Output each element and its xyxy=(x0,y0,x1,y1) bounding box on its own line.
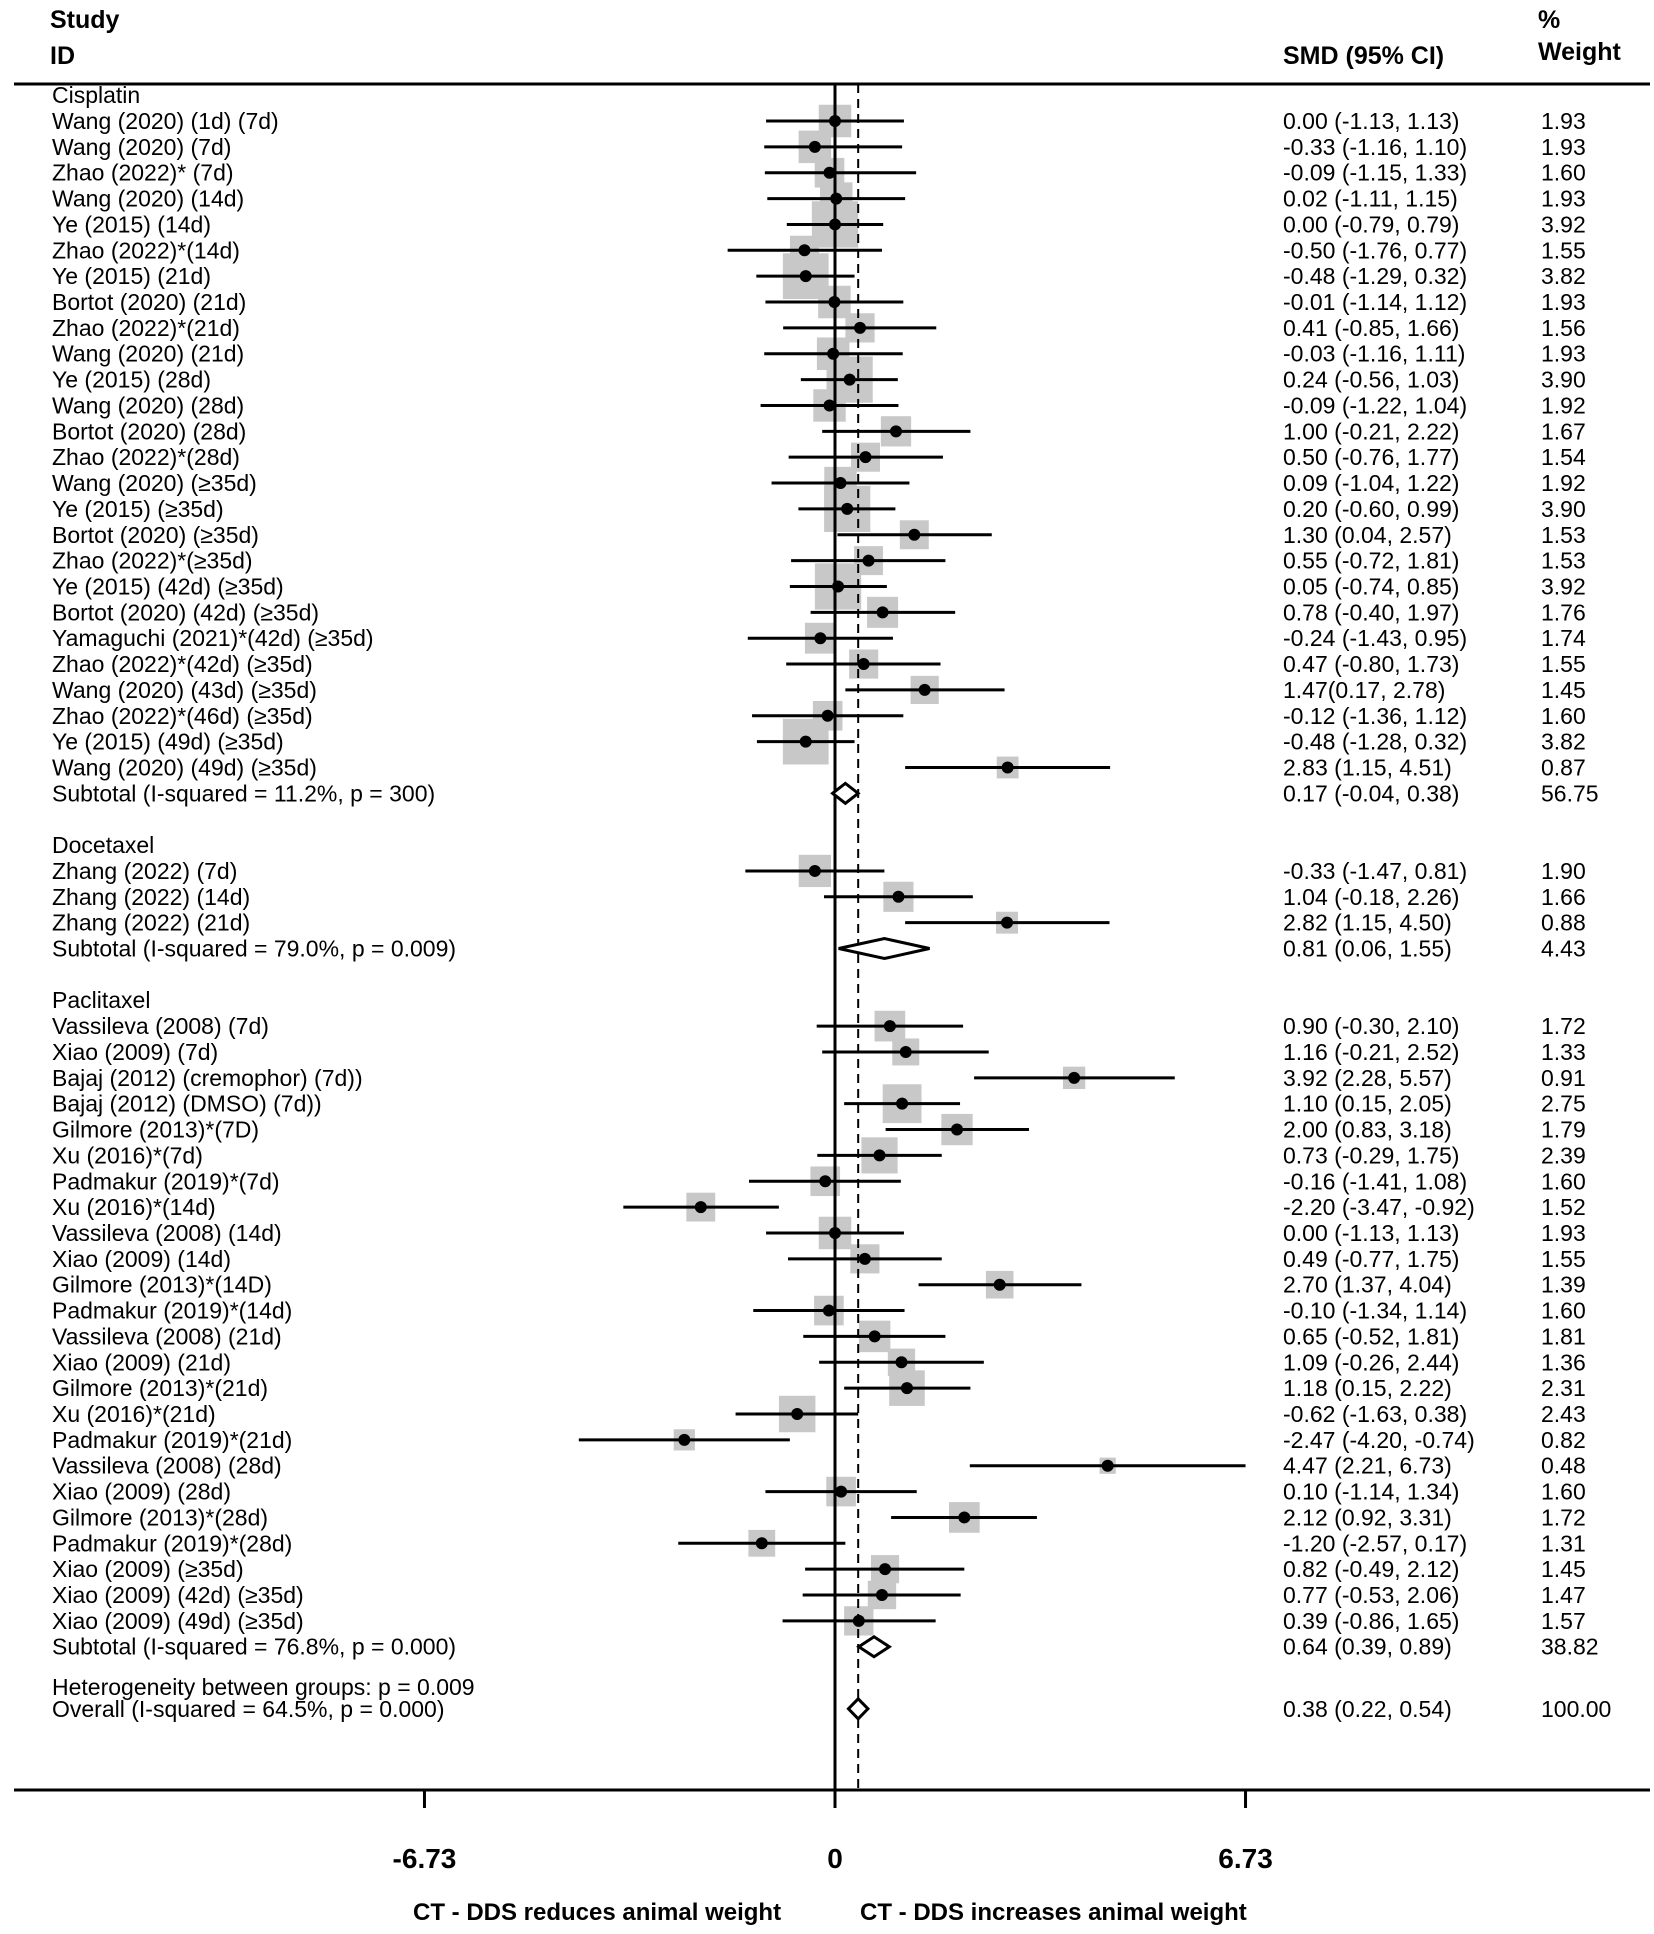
study-label: Wang (2020) (21d) xyxy=(52,340,245,367)
weight-value: 0.82 xyxy=(1541,1426,1586,1453)
study-label: Zhang (2022) (21d) xyxy=(52,909,251,936)
weight-value: 3.82 xyxy=(1541,728,1586,755)
point-estimate xyxy=(832,580,844,592)
smd-ci-value: -0.24 (-1.43, 0.95) xyxy=(1283,625,1468,652)
point-estimate xyxy=(800,270,812,282)
smd-ci-value: 0.49 (-0.77, 1.75) xyxy=(1283,1245,1460,1272)
subtotal-weight: 38.82 xyxy=(1541,1633,1599,1660)
point-estimate xyxy=(901,1382,913,1394)
smd-ci-value: -0.48 (-1.28, 0.32) xyxy=(1283,728,1468,755)
study-label: Zhao (2022)*(46d) (≥35d) xyxy=(52,702,313,729)
smd-ci-value: 0.73 (-0.29, 1.75) xyxy=(1283,1142,1460,1169)
point-estimate xyxy=(854,322,866,334)
point-estimate xyxy=(892,891,904,903)
point-estimate xyxy=(876,1589,888,1601)
study-label: Xu (2016)*(21d) xyxy=(52,1401,216,1427)
study-label: Wang (2020) (28d) xyxy=(52,392,245,419)
weight-value: 1.67 xyxy=(1541,418,1586,445)
smd-ci-value: 0.39 (-0.86, 1.65) xyxy=(1283,1607,1460,1634)
smd-ci-value: 0.00 (-1.13, 1.13) xyxy=(1283,108,1460,134)
header-smd: SMD (95% CI) xyxy=(1283,42,1445,70)
weight-value: 1.72 xyxy=(1541,1504,1586,1531)
study-label: Gilmore (2013)*(28d) xyxy=(52,1504,269,1531)
smd-ci-value: -0.09 (-1.22, 1.04) xyxy=(1283,392,1468,419)
smd-ci-value: 4.47 (2.21, 6.73) xyxy=(1283,1452,1452,1479)
overall-smd-ci: 0.38 (0.22, 0.54) xyxy=(1283,1695,1452,1722)
study-label: Ye (2015) (≥35d) xyxy=(52,495,224,522)
x-tick-label: -6.73 xyxy=(392,1843,457,1874)
point-estimate xyxy=(1102,1460,1114,1472)
weight-value: 0.88 xyxy=(1541,909,1586,936)
study-label: Padmakur (2019)*(28d) xyxy=(52,1530,293,1557)
study-label: Zhao (2022)*(42d) (≥35d) xyxy=(52,651,313,678)
smd-ci-value: 3.92 (2.28, 5.57) xyxy=(1283,1064,1452,1091)
study-label: Wang (2020) (14d) xyxy=(52,185,245,212)
weight-value: 1.55 xyxy=(1541,651,1586,678)
weight-value: 1.60 xyxy=(1541,702,1586,729)
study-label: Ye (2015) (28d) xyxy=(52,366,211,393)
study-label: Vassileva (2008) (28d) xyxy=(52,1452,282,1479)
point-estimate xyxy=(890,425,902,437)
smd-ci-value: 1.10 (0.15, 2.05) xyxy=(1283,1090,1452,1117)
smd-ci-value: -2.20 (-3.47, -0.92) xyxy=(1283,1194,1475,1221)
study-label: Bajaj (2012) (cremophor) (7d)) xyxy=(52,1064,363,1091)
weight-value: 1.45 xyxy=(1541,676,1586,703)
point-estimate xyxy=(895,1356,907,1368)
weight-value: 1.72 xyxy=(1541,1013,1586,1040)
heterogeneity-between-groups: Heterogeneity between groups: p = 0.009 xyxy=(52,1673,475,1700)
weight-value: 1.93 xyxy=(1541,133,1586,160)
point-estimate xyxy=(824,399,836,411)
smd-ci-value: 0.02 (-1.11, 1.15) xyxy=(1283,185,1458,212)
smd-ci-value: -0.03 (-1.16, 1.11) xyxy=(1283,340,1466,367)
weight-value: 3.82 xyxy=(1541,263,1586,290)
study-label: Zhang (2022) (7d) xyxy=(52,857,238,884)
study-label: Xiao (2009) (14d) xyxy=(52,1245,231,1272)
smd-ci-value: -2.47 (-4.20, -0.74) xyxy=(1283,1426,1475,1453)
forest-rows xyxy=(52,82,1611,1790)
point-estimate xyxy=(828,296,840,308)
weight-value: 2.43 xyxy=(1541,1401,1586,1427)
smd-ci-value: 0.41 (-0.85, 1.66) xyxy=(1283,314,1460,341)
study-label: Xiao (2009) (21d) xyxy=(52,1349,231,1376)
point-estimate xyxy=(800,736,812,748)
smd-ci-value: 0.05 (-0.74, 0.85) xyxy=(1283,573,1460,600)
study-label: Padmakur (2019)*(14d) xyxy=(52,1297,293,1324)
smd-ci-value: 0.10 (-1.14, 1.34) xyxy=(1283,1478,1460,1505)
smd-ci-value: -1.20 (-2.57, 0.17) xyxy=(1283,1530,1468,1557)
point-estimate xyxy=(994,1279,1006,1291)
weight-value: 2.39 xyxy=(1541,1142,1586,1169)
study-label: Xiao (2009) (28d) xyxy=(52,1478,231,1505)
smd-ci-value: -0.10 (-1.34, 1.14) xyxy=(1283,1297,1468,1324)
weight-value: 1.57 xyxy=(1541,1607,1586,1634)
point-estimate xyxy=(853,1615,865,1627)
study-label: Zhao (2022)*(28d) xyxy=(52,444,240,471)
point-estimate xyxy=(791,1408,803,1420)
smd-ci-value: 1.47(0.17, 2.78) xyxy=(1283,676,1446,703)
weight-value: 2.75 xyxy=(1541,1090,1586,1117)
study-label: Xiao (2009) (42d) (≥35d) xyxy=(52,1582,304,1609)
weight-value: 0.87 xyxy=(1541,754,1586,781)
smd-ci-value: 0.55 (-0.72, 1.81) xyxy=(1283,547,1460,574)
subtotal-label: Subtotal (I-squared = 11.2%, p = 300) xyxy=(52,780,436,807)
point-estimate xyxy=(829,115,841,127)
smd-ci-value: 0.65 (-0.52, 1.81) xyxy=(1283,1323,1460,1350)
study-label: Yamaguchi (2021)*(42d) (≥35d) xyxy=(52,625,374,652)
weight-value: 1.92 xyxy=(1541,392,1586,419)
weight-value: 1.36 xyxy=(1541,1349,1586,1376)
study-label: Zhao (2022)* (7d) xyxy=(52,159,234,186)
weight-value: 1.93 xyxy=(1541,108,1586,134)
point-estimate xyxy=(835,1486,847,1498)
header-percent: % xyxy=(1538,6,1561,34)
study-label: Xu (2016)*(7d) xyxy=(52,1142,203,1169)
study-label: Wang (2020) (1d) (7d) xyxy=(52,108,279,134)
point-estimate xyxy=(869,1330,881,1342)
point-estimate xyxy=(799,244,811,256)
smd-ci-value: -0.16 (-1.41, 1.08) xyxy=(1283,1168,1468,1195)
point-estimate xyxy=(678,1434,690,1446)
weight-value: 1.81 xyxy=(1541,1323,1586,1350)
smd-ci-value: -0.62 (-1.63, 0.38) xyxy=(1283,1401,1468,1427)
smd-ci-value: 0.47 (-0.80, 1.73) xyxy=(1283,651,1460,678)
smd-ci-value: -0.48 (-1.29, 0.32) xyxy=(1283,263,1468,290)
weight-value: 0.91 xyxy=(1541,1064,1586,1091)
weight-value: 1.31 xyxy=(1541,1530,1586,1557)
smd-ci-value: 2.70 (1.37, 4.04) xyxy=(1283,1271,1452,1298)
weight-value: 1.47 xyxy=(1541,1582,1586,1609)
point-estimate xyxy=(1068,1072,1080,1084)
overall-label: Overall (I-squared = 64.5%, p = 0.000) xyxy=(52,1695,445,1722)
smd-ci-value: 0.09 (-1.04, 1.22) xyxy=(1283,470,1460,497)
subtotal-weight: 56.75 xyxy=(1541,780,1599,807)
study-label: Vassileva (2008) (21d) xyxy=(52,1323,282,1350)
point-estimate xyxy=(877,606,889,618)
study-label: Vassileva (2008) (14d) xyxy=(52,1219,282,1246)
point-estimate xyxy=(809,141,821,153)
smd-ci-value: 0.00 (-1.13, 1.13) xyxy=(1283,1219,1460,1246)
weight-value: 1.55 xyxy=(1541,1245,1586,1272)
point-estimate xyxy=(830,193,842,205)
overall-diamond xyxy=(848,1699,868,1719)
weight-value: 1.60 xyxy=(1541,1297,1586,1324)
smd-ci-value: -0.09 (-1.15, 1.33) xyxy=(1283,159,1468,186)
weight-value: 1.60 xyxy=(1541,1478,1586,1505)
point-estimate xyxy=(841,503,853,515)
point-estimate xyxy=(814,632,826,644)
study-label: Bajaj (2012) (DMSO) (7d)) xyxy=(52,1090,322,1117)
study-label: Wang (2020) (7d) xyxy=(52,133,232,160)
weight-value: 1.93 xyxy=(1541,340,1586,367)
point-estimate xyxy=(858,658,870,670)
weight-value: 1.66 xyxy=(1541,883,1586,910)
weight-value: 1.93 xyxy=(1541,1219,1586,1246)
point-estimate xyxy=(1001,917,1013,929)
weight-value: 1.52 xyxy=(1541,1194,1586,1221)
study-label: Gilmore (2013)*(21d) xyxy=(52,1375,269,1402)
study-label: Wang (2020) (43d) (≥35d) xyxy=(52,676,317,703)
smd-ci-value: 0.82 (-0.49, 2.12) xyxy=(1283,1556,1460,1583)
weight-value: 1.74 xyxy=(1541,625,1586,652)
point-estimate xyxy=(695,1201,707,1213)
weight-value: 3.92 xyxy=(1541,211,1586,238)
smd-ci-value: 1.00 (-0.21, 2.22) xyxy=(1283,418,1460,445)
point-estimate xyxy=(829,1227,841,1239)
point-estimate xyxy=(860,451,872,463)
study-label: Xiao (2009) (≥35d) xyxy=(52,1556,244,1583)
study-label: Zhao (2022)*(≥35d) xyxy=(52,547,253,574)
study-label: Gilmore (2013)*(7D) xyxy=(52,1116,260,1143)
study-label: Xiao (2009) (49d) (≥35d) xyxy=(52,1607,304,1634)
x-axis-ticks xyxy=(393,1790,1273,1874)
weight-value: 1.54 xyxy=(1541,444,1586,471)
point-estimate xyxy=(823,1305,835,1317)
point-estimate xyxy=(951,1124,963,1136)
weight-value: 1.56 xyxy=(1541,314,1586,341)
point-estimate xyxy=(809,865,821,877)
smd-ci-value: -0.01 (-1.14, 1.12) xyxy=(1283,289,1468,316)
point-estimate xyxy=(829,218,841,230)
point-estimate xyxy=(908,529,920,541)
weight-value: 1.53 xyxy=(1541,521,1586,548)
study-label: Xiao (2009) (7d) xyxy=(52,1038,219,1065)
smd-ci-value: 2.12 (0.92, 3.31) xyxy=(1283,1504,1452,1531)
footer-reduces: CT - DDS reduces animal weight xyxy=(413,1899,782,1926)
study-label: Zhao (2022)*(21d) xyxy=(52,314,240,341)
weight-value: 0.48 xyxy=(1541,1452,1586,1479)
point-estimate xyxy=(844,374,856,386)
study-label: Bortot (2020) (28d) xyxy=(52,418,247,445)
study-label: Zhao (2022)*(14d) xyxy=(52,237,240,264)
x-tick-label: 0 xyxy=(827,1843,843,1874)
study-label: Xu (2016)*(14d) xyxy=(52,1194,216,1221)
study-label: Ye (2015) (42d) (≥35d) xyxy=(52,573,284,600)
point-estimate xyxy=(896,1098,908,1110)
study-label: Ye (2015) (49d) (≥35d) xyxy=(52,728,284,755)
smd-ci-value: 0.78 (-0.40, 1.97) xyxy=(1283,599,1460,626)
smd-ci-value: 0.50 (-0.76, 1.77) xyxy=(1283,444,1460,471)
point-estimate xyxy=(834,477,846,489)
point-estimate xyxy=(958,1511,970,1523)
smd-ci-value: 0.24 (-0.56, 1.03) xyxy=(1283,366,1460,393)
weight-value: 2.31 xyxy=(1541,1375,1586,1402)
weight-value: 1.45 xyxy=(1541,1556,1586,1583)
point-estimate xyxy=(919,684,931,696)
subtotal-smd-ci: 0.64 (0.39, 0.89) xyxy=(1283,1633,1452,1660)
smd-ci-value: 1.16 (-0.21, 2.52) xyxy=(1283,1038,1460,1065)
point-estimate xyxy=(827,348,839,360)
point-estimate xyxy=(822,710,834,722)
point-estimate xyxy=(874,1149,886,1161)
weight-value: 1.53 xyxy=(1541,547,1586,574)
point-estimate xyxy=(819,1175,831,1187)
group-label: Paclitaxel xyxy=(52,987,151,1014)
smd-ci-value: 0.90 (-0.30, 2.10) xyxy=(1283,1013,1460,1040)
point-estimate xyxy=(859,1253,871,1265)
weight-value: 1.60 xyxy=(1541,159,1586,186)
smd-ci-value: -0.33 (-1.47, 0.81) xyxy=(1283,857,1468,884)
smd-ci-value: 2.00 (0.83, 3.18) xyxy=(1283,1116,1452,1143)
study-label: Ye (2015) (14d) xyxy=(52,211,211,238)
weight-value: 3.92 xyxy=(1541,573,1586,600)
smd-ci-value: -0.50 (-1.76, 0.77) xyxy=(1283,237,1468,264)
overall-weight: 100.00 xyxy=(1541,1695,1612,1722)
point-estimate xyxy=(824,167,836,179)
weight-value: 1.79 xyxy=(1541,1116,1586,1143)
study-label: Wang (2020) (≥35d) xyxy=(52,470,257,497)
subtotal-diamond xyxy=(839,939,930,959)
footer-increases: CT - DDS increases animal weight xyxy=(860,1899,1247,1926)
point-estimate xyxy=(756,1537,768,1549)
weight-value: 1.93 xyxy=(1541,289,1586,316)
weight-value: 1.93 xyxy=(1541,185,1586,212)
study-label: Ye (2015) (21d) xyxy=(52,263,211,290)
smd-ci-value: 0.77 (-0.53, 2.06) xyxy=(1283,1582,1460,1609)
weight-value: 1.55 xyxy=(1541,237,1586,264)
subtotal-label: Subtotal (I-squared = 76.8%, p = 0.000) xyxy=(52,1633,457,1660)
subtotal-diamond xyxy=(859,1637,890,1657)
weight-value: 3.90 xyxy=(1541,366,1586,393)
study-label: Bortot (2020) (42d) (≥35d) xyxy=(52,599,320,626)
x-tick-label: 6.73 xyxy=(1218,1843,1273,1874)
group-label: Docetaxel xyxy=(52,832,155,859)
subtotal-smd-ci: 0.17 (-0.04, 0.38) xyxy=(1283,780,1460,807)
study-label: Padmakur (2019)*(21d) xyxy=(52,1426,293,1453)
smd-ci-value: 0.00 (-0.79, 0.79) xyxy=(1283,211,1460,238)
point-estimate xyxy=(863,555,875,567)
weight-value: 1.90 xyxy=(1541,857,1586,884)
weight-value: 1.39 xyxy=(1541,1271,1586,1298)
point-estimate xyxy=(900,1046,912,1058)
weight-value: 1.92 xyxy=(1541,470,1586,497)
smd-ci-value: 1.18 (0.15, 2.22) xyxy=(1283,1375,1452,1402)
subtotal-smd-ci: 0.81 (0.06, 1.55) xyxy=(1283,935,1452,962)
subtotal-weight: 4.43 xyxy=(1541,935,1586,962)
group-label: Cisplatin xyxy=(52,82,141,109)
smd-ci-value: 2.83 (1.15, 4.51) xyxy=(1283,754,1452,781)
smd-ci-value: 1.04 (-0.18, 2.26) xyxy=(1283,883,1460,910)
point-estimate xyxy=(879,1563,891,1575)
study-label: Bortot (2020) (≥35d) xyxy=(52,521,259,548)
header-id: ID xyxy=(50,42,75,70)
smd-ci-value: -0.33 (-1.16, 1.10) xyxy=(1283,133,1468,160)
header-weight: Weight xyxy=(1538,38,1621,66)
weight-value: 3.90 xyxy=(1541,495,1586,522)
study-label: Gilmore (2013)*(14D) xyxy=(52,1271,272,1298)
weight-value: 1.60 xyxy=(1541,1168,1586,1195)
smd-ci-value: 0.20 (-0.60, 0.99) xyxy=(1283,495,1460,522)
point-estimate xyxy=(1002,762,1014,774)
study-label: Bortot (2020) (21d) xyxy=(52,289,247,316)
study-label: Zhang (2022) (14d) xyxy=(52,883,251,910)
weight-value: 1.76 xyxy=(1541,599,1586,626)
weight-value: 1.33 xyxy=(1541,1038,1586,1065)
smd-ci-value: 2.82 (1.15, 4.50) xyxy=(1283,909,1452,936)
smd-ci-value: 1.09 (-0.26, 2.44) xyxy=(1283,1349,1460,1376)
header-study: Study xyxy=(50,6,120,34)
point-estimate xyxy=(884,1020,896,1032)
study-label: Padmakur (2019)*(7d) xyxy=(52,1168,280,1195)
smd-ci-value: 1.30 (0.04, 2.57) xyxy=(1283,521,1452,548)
smd-ci-value: -0.12 (-1.36, 1.12) xyxy=(1283,702,1468,729)
subtotal-label: Subtotal (I-squared = 79.0%, p = 0.009) xyxy=(52,935,457,962)
study-label: Wang (2020) (49d) (≥35d) xyxy=(52,754,317,781)
study-label: Vassileva (2008) (7d) xyxy=(52,1013,269,1040)
